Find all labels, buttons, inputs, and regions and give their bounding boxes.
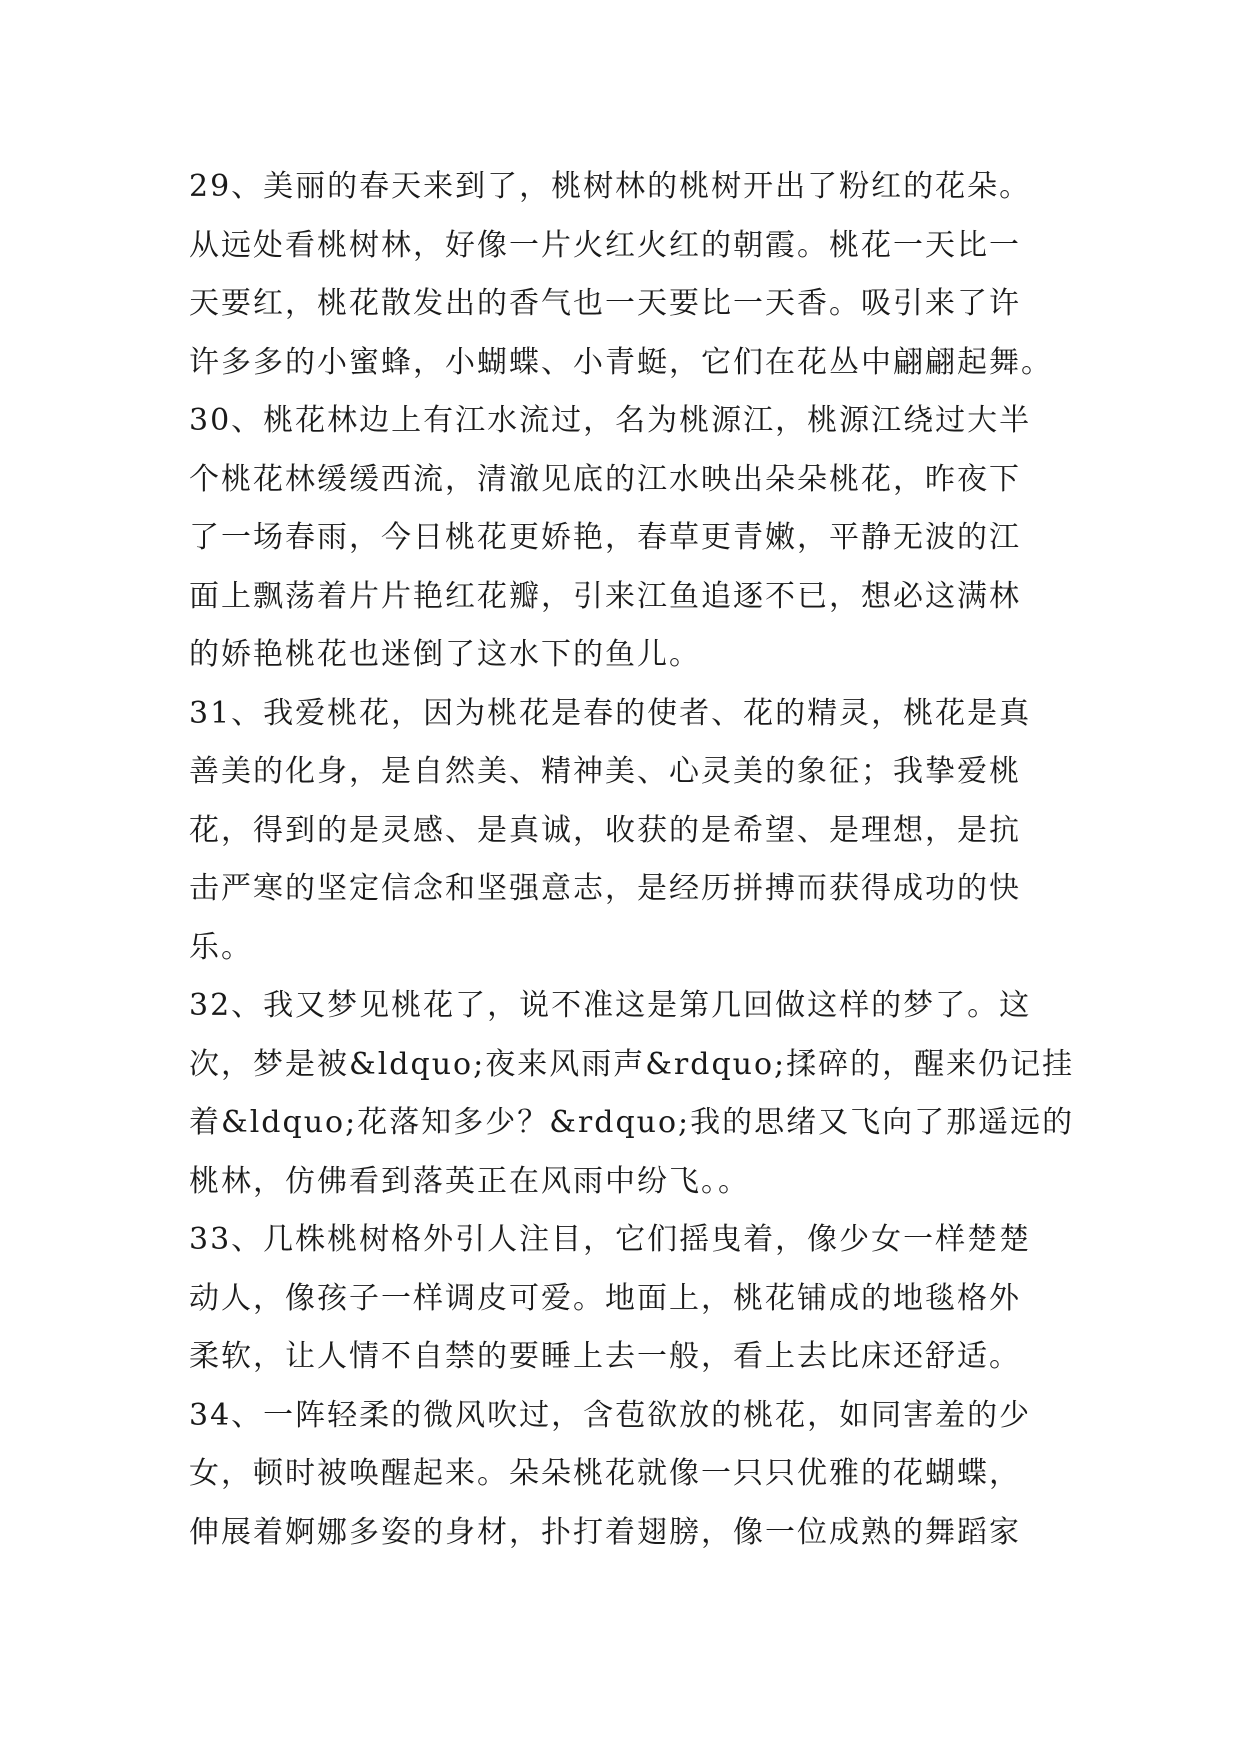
text-line: 动人，像孩子一样调皮可爱。地面上，桃花铺成的地毯格外 xyxy=(189,1280,1021,1316)
text-line: 的娇艳桃花也迷倒了这水下的鱼儿。 xyxy=(189,637,701,672)
text-line: 面上飘荡着片片艳红花瓣，引来江鱼追逐不已，想必这满林 xyxy=(189,578,1021,614)
text-line: 31、我爱桃花，因为桃花是春的使者、花的精灵，桃花是真 xyxy=(189,695,1032,731)
text-line: 天要红，桃花散发出的香气也一天要比一天香。吸引来了许 xyxy=(189,286,1021,321)
text-line: 柔软，让人情不自禁的要睡上去一般，看上去比床还舒适。 xyxy=(189,1339,1021,1374)
text-line: 花，得到的是灵感、是真诚，收获的是希望、是理想，是抗 xyxy=(189,812,1021,848)
text-line: 次，梦是被&ldquo;夜来风雨声&rdquo;揉碎的，醒来仍记挂 xyxy=(189,1046,1075,1082)
text-line: 29、美丽的春天来到了，桃树林的桃树开出了粉红的花朵。 xyxy=(189,169,1032,204)
text-line: 女，顿时被唤醒起来。朵朵桃花就像一只只优雅的花蝴蝶， xyxy=(189,1456,1021,1491)
text-line: 32、我又梦见桃花了，说不准这是第几回做这样的梦了。这 xyxy=(189,988,1032,1023)
text-line: 33、几株桃树格外引人注目，它们摇曳着，像少女一样楚楚 xyxy=(189,1222,1032,1257)
text-line: 乐。 xyxy=(189,929,253,965)
text-line: 了一场春雨，今日桃花更娇艳，春草更青嫩，平静无波的江 xyxy=(189,520,1021,555)
text-line: 34、一阵轻柔的微风吹过，含苞欲放的桃花，如同害羞的少 xyxy=(189,1397,1032,1433)
text-line: 桃林，仿佛看到落英正在风雨中纷飞。。 xyxy=(189,1163,750,1199)
text-line: 善美的化身，是自然美、精神美、心灵美的象征；我挚爱桃 xyxy=(189,754,1021,789)
text-line: 伸展着婀娜多姿的身材，扑打着翅膀，像一位成熟的舞蹈家 xyxy=(189,1514,1021,1550)
text-line: 击严寒的坚定信念和坚强意志，是经历拼搏而获得成功的快 xyxy=(189,871,1021,906)
text-line: 从远处看桃树林，好像一片火红火红的朝霞。桃花一天比一 xyxy=(189,227,1021,263)
text-line: 30、桃花林边上有江水流过，名为桃源江，桃源江绕过大半 xyxy=(189,403,1032,438)
text-line: 个桃花林缓缓西流，清澈见底的江水映出朵朵桃花，昨夜下 xyxy=(189,461,1021,497)
body-text xyxy=(189,158,1089,1562)
text-line: 许多多的小蜜蜂，小蝴蝶、小青蜓，它们在花丛中翩翩起舞。 xyxy=(189,344,1053,380)
text-line: 着&ldquo;花落知多少？&rdquo;我的思绪又飞向了那遥远的 xyxy=(189,1105,1075,1140)
